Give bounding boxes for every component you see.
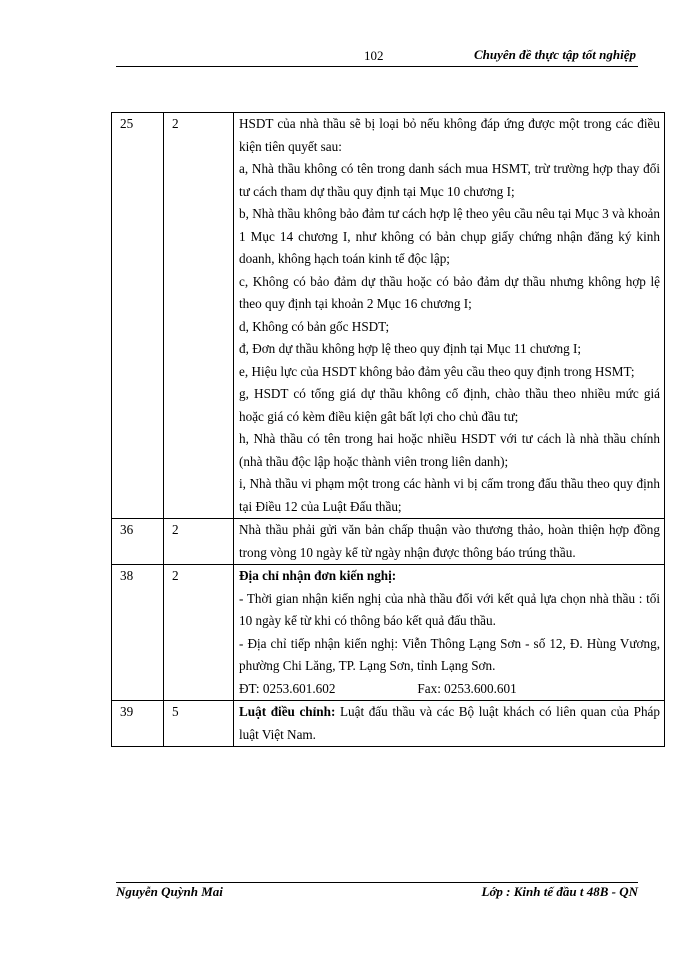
row-content xyxy=(234,519,665,565)
footer-rule xyxy=(116,882,638,883)
complaint-address-heading: Địa chỉ nhận đơn kiến nghị: xyxy=(239,568,397,583)
phone-number: ĐT: 0253.601.602 xyxy=(239,680,336,696)
content-line: - Thời gian nhận kiến nghị của nhà thầu đối với kết quả lựa chọn nhà thầu : tối 10 ngày kể từ khi có thông báo kết quả đấu thầu. xyxy=(239,590,660,628)
content-line: g, HSDT có tổng giá dự thầu không cố định, chào thầu theo nhiều mức giá hoặc giá có kèm điều kiện gât bất lợi cho chủ đầu tư; xyxy=(239,386,660,424)
footer-author: Nguyễn Quỳnh Mai xyxy=(116,884,223,899)
row-content xyxy=(234,113,665,519)
row-content xyxy=(234,701,665,747)
page-number: 102 xyxy=(364,48,384,63)
row-number: 25 xyxy=(112,113,164,519)
table-row xyxy=(112,113,665,519)
content-line: h, Nhà thầu có tên trong hai hoặc nhiều HSDT với tư cách là nhà thầu chính (nhà thầu độc lập hoặc thành viên trong liên danh); xyxy=(239,431,660,469)
content-line: đ, Đơn dự thầu không hợp lệ theo quy định tại Mục 11 chương I; xyxy=(239,341,582,356)
content-line: e, Hiệu lực của HSDT không bảo đảm yêu cầu theo quy định trong HSMT; xyxy=(239,363,635,379)
content-line: d, Không có bản gốc HSDT; xyxy=(239,318,390,334)
row-ref: 2 xyxy=(164,113,234,519)
bid-requirements-table xyxy=(111,112,665,747)
row-number: 36 xyxy=(112,519,164,565)
row-ref: 2 xyxy=(164,519,234,565)
table-row xyxy=(112,565,665,701)
fax-number: Fax: 0253.600.601 xyxy=(417,680,517,696)
content-line: i, Nhà thầu vi phạm một trong các hành vi bị cấm trong đấu thầu theo quy định tại Điều 12 của Luật Đấu thầu; xyxy=(239,476,660,514)
row-content xyxy=(234,565,665,701)
header-title: Chuyên đề thực tập tốt nghiệp xyxy=(474,47,636,62)
contact-line xyxy=(239,678,660,701)
governing-law-text: Luật đấu thầu và các Bộ luật khách có liên quan của Pháp luật Việt Nam. xyxy=(239,704,660,742)
row-ref: 5 xyxy=(164,701,234,747)
governing-law xyxy=(239,701,660,746)
content-line: b, Nhà thầu không bảo đảm tư cách hợp lệ theo yêu cầu nêu tại Mục 3 và khoản 1 Mục 14 chương I, như không có bản chụp giấy chứng nhận đăng ký kinh doanh, không hạch toán kinh tế độc lập; xyxy=(239,206,660,266)
content-line: - Địa chỉ tiếp nhận kiến nghị: Viễn Thông Lạng Sơn - số 12, Đ. Hùng Vương, phường Chi Lăng, TP. Lạng Sơn, tỉnh Lạng Sơn. xyxy=(239,635,660,673)
content-line: a, Nhà thầu không có tên trong danh sách mua HSMT, trừ trường hợp thay đổi tư cách tham dự thầu quy định tại Mục 10 chương I; xyxy=(239,161,660,199)
page-header xyxy=(116,48,638,66)
content-line: HSDT của nhà thầu sẽ bị loại bỏ nếu không đáp ứng được một trong các điều kiện tiên quyết sau: xyxy=(239,116,660,154)
row-ref: 2 xyxy=(164,565,234,701)
footer-class: Lớp : Kinh tế đầu t 48B - QN xyxy=(481,884,638,899)
content-line: Nhà thầu phải gửi văn bản chấp thuận vào thương thảo, hoàn thiện hợp đồng trong vòng 10 ngày kể từ ngày nhận được thông báo trúng thầu. xyxy=(239,522,660,560)
governing-law-label: Luật điều chỉnh: xyxy=(239,704,336,719)
content-line: c, Không có bảo đảm dự thầu hoặc có bảo đảm dự thầu nhưng không hợp lệ theo quy định tại khoản 2 Mục 16 chương I; xyxy=(239,273,660,311)
table-row xyxy=(112,519,665,565)
row-number: 38 xyxy=(112,565,164,701)
header-rule xyxy=(116,66,638,67)
row-number: 39 xyxy=(112,701,164,747)
table-row xyxy=(112,701,665,747)
